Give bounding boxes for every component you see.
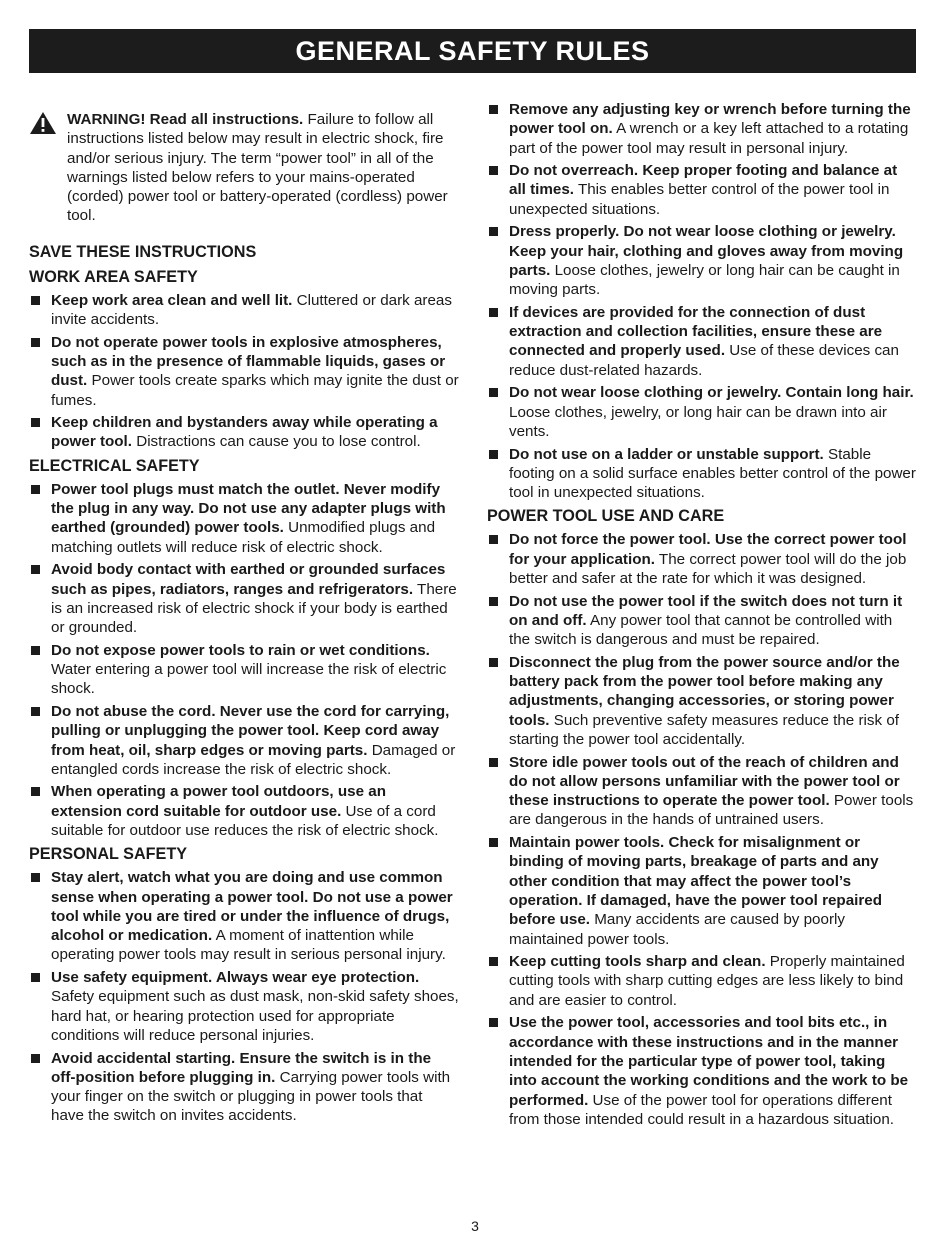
right-column: [487, 100, 917, 1132]
bullet-icon: [489, 758, 498, 767]
work-area-section: [29, 267, 459, 452]
item-text: The correct power tool will do the job better and safer at the rate for which it was designed.: [509, 550, 907, 588]
list-item: [487, 445, 917, 503]
item-text: Many accidents are caused by poorly maintained power tools.: [509, 911, 845, 948]
list-item: [29, 968, 459, 1045]
list-item: [29, 291, 459, 330]
item-text: Distractions can cause you to lose control.: [132, 433, 421, 451]
list-item: [487, 833, 917, 949]
personal-section: [29, 844, 459, 1125]
list-item: [487, 383, 917, 441]
item-bold: Avoid accidental starting. Ensure the switch is in the off-position before plugging in.: [51, 1049, 432, 1086]
item-bold: Do not use the power tool if the switch does not turn it on and off.: [509, 592, 903, 629]
left-column: [29, 100, 459, 1129]
item-text: Use of the power tool for operations different from those intended could result in a hazardous situation.: [509, 1091, 894, 1128]
item-text: Cluttered or dark areas invite accidents.: [51, 291, 452, 329]
item-bold: Remove any adjusting key or wrench before turning the power tool on.: [509, 101, 911, 138]
item-bold: Do not wear loose clothing or jewelry. Contain long hair.: [509, 384, 914, 402]
warning-bold: WARNING! Read all instructions.: [67, 111, 304, 128]
item-bold: Do not overreach. Keep proper footing and balance at all times.: [509, 162, 898, 199]
list-item: [29, 333, 459, 410]
page-number: 3: [471, 1218, 479, 1234]
bullet-icon: [31, 973, 40, 982]
bullet-icon: [489, 838, 498, 847]
item-text: Such preventive safety measures reduce the risk of starting the power tool accidentally.: [509, 711, 899, 748]
bullet-icon: [31, 418, 40, 427]
item-bold: Use the power tool, accessories and tool bits etc., in accordance with these instructions and in the manner intended for the particular type of power tool, taking into account the working conditions and the work to be performed.: [509, 1014, 909, 1109]
section-heading: PERSONAL SAFETY: [29, 845, 188, 864]
item-bold: Do not expose power tools to rain or wet conditions.: [51, 641, 430, 659]
item-text: Carrying power tools with your finger on the switch or plugging in power tools that have the switch on invites accidents.: [51, 1068, 451, 1125]
bullet-icon: [489, 227, 498, 236]
item-bold: Dress properly. Do not wear loose clothing or jewelry. Keep your hair, clothing and gloves away from moving parts.: [509, 223, 904, 279]
electrical-section: [29, 456, 459, 841]
item-text: Loose clothes, jewelry or long hair can be caught in moving parts.: [509, 261, 900, 299]
list-item: [487, 100, 917, 158]
item-text: Safety equipment such as dust mask, non-skid safety shoes, hard hat, or hearing protection used for appropriate conditions will reduce personal injuries.: [51, 988, 459, 1044]
item-text: Power tools are dangerous in the hands of untrained users.: [509, 792, 914, 829]
bullet-icon: [489, 308, 498, 317]
list-item: [487, 753, 917, 830]
item-bold: Disconnect the plug from the power source and/or the battery pack from the power tool before making any adjustments, changing accessories, or storing power tools.: [509, 653, 900, 729]
bullet-icon: [489, 535, 498, 544]
bullet-icon: [31, 1054, 40, 1063]
list-item: [487, 303, 917, 380]
item-bold: If devices are provided for the connection of dust extraction and collection facilities, ensure these are connected and properly used.: [509, 303, 883, 360]
item-text: Properly maintained cutting tools with sharp cutting edges are less likely to bind and are easier to control.: [509, 953, 905, 1009]
item-bold: Do not use on a ladder or unstable support.: [509, 445, 824, 463]
item-text: Any power tool that cannot be controlled with the switch is dangerous and must be repaired.: [509, 611, 893, 649]
bullet-icon: [489, 450, 498, 459]
warning-triangle-icon: [29, 111, 57, 135]
list-item: [29, 702, 459, 779]
item-text: Power tools create sparks which may ignite the dust or fumes.: [51, 372, 459, 409]
bullet-icon: [31, 787, 40, 796]
bullet-icon: [489, 658, 498, 667]
list-item: [29, 413, 459, 452]
list-item: [29, 1049, 459, 1126]
item-text: There is an increased risk of electric shock if your body is earthed or grounded.: [51, 580, 457, 637]
list-item: [487, 530, 917, 588]
section-heading: WORK AREA SAFETY: [29, 267, 198, 286]
list-item: [487, 592, 917, 650]
item-text: Water entering a power tool will increase the risk of electric shock.: [51, 661, 447, 698]
list-item: [487, 161, 917, 219]
list-item: [29, 641, 459, 699]
bullet-icon: [31, 565, 40, 574]
item-bold: Keep work area clean and well lit.: [51, 291, 293, 309]
item-text: Unmodified plugs and matching outlets will reduce risk of electric shock.: [51, 519, 436, 556]
bullet-icon: [31, 873, 40, 882]
section-heading: ELECTRICAL SAFETY: [29, 456, 200, 475]
save-instructions-heading: SAVE THESE INSTRUCTIONS: [29, 242, 257, 261]
item-text: This enables better control of the power tool in unexpected situations.: [509, 181, 890, 218]
list-item: [487, 222, 917, 299]
bullet-icon: [31, 646, 40, 655]
item-bold: Use safety equipment. Always wear eye protection.: [51, 969, 420, 987]
item-text: Stable footing on a solid surface enables better control of the power tool in unexpected situations.: [509, 445, 916, 502]
bullet-icon: [489, 166, 498, 175]
bullet-icon: [489, 388, 498, 397]
bullet-icon: [489, 597, 498, 606]
list-item: [487, 1013, 917, 1129]
item-bold: Keep cutting tools sharp and clean.: [509, 953, 766, 971]
warning-text: Failure to follow all instructions listed below may result in electric shock, fire and/or serious injury. The term “power tool” in all of the warnings listed below refers to your mains-operated (corded) power tool or battery-operated (cordless) power tool.: [67, 111, 448, 225]
item-text: Damaged or entangled cords increase the risk of electric shock.: [51, 741, 456, 778]
list-item: [487, 952, 917, 1010]
item-bold: When operating a power tool outdoors, use an extension cord suitable for outdoor use.: [51, 783, 386, 820]
item-bold: Stay alert, watch what you are doing and use common sense when operating a power tool. Do not use a power tool while you are tired or under the influence of drugs, alcohol or medication.: [51, 869, 453, 945]
item-text: Use of a cord suitable for outdoor use reduces the risk of electric shock.: [51, 802, 439, 839]
bullet-icon: [31, 296, 40, 305]
bullet-icon: [31, 485, 40, 494]
tool-use-section: [487, 506, 917, 1129]
page-title: GENERAL SAFETY RULES: [29, 29, 916, 73]
bullet-icon: [31, 338, 40, 347]
list-item: [29, 560, 459, 637]
warning-block: [29, 110, 459, 226]
item-text: A moment of inattention while operating power tools may result in serious personal injury.: [51, 927, 446, 964]
list-item: [29, 868, 459, 964]
item-bold: Do not abuse the cord. Never use the cord for carrying, pulling or unplugging the power tool. Keep cord away from heat, oil, sharp edges or moving parts.: [51, 702, 450, 759]
item-bold: Maintain power tools. Check for misalignment or binding of moving parts, breakage of parts and any other condition that may affect the power tool’s operation. If damaged, have the power tool repaired before use.: [509, 834, 883, 929]
item-bold: Do not force the power tool. Use the correct power tool for your application.: [509, 531, 907, 568]
bullet-icon: [31, 707, 40, 716]
list-item: [29, 480, 459, 557]
item-bold: Do not operate power tools in explosive atmospheres, such as in the presence of flammable liquids, gases or dust.: [51, 333, 446, 390]
item-text: Loose clothes, jewelry, or long hair can be drawn into air vents.: [509, 403, 887, 440]
bullet-icon: [489, 957, 498, 966]
item-text: Use of these devices can reduce dust-related hazards.: [509, 342, 899, 379]
item-bold: Store idle power tools out of the reach of children and do not allow persons unfamiliar with the power tool or these instructions to operate the power tool.: [509, 753, 900, 810]
personal-safety-continued: [487, 100, 917, 502]
list-item: [29, 782, 459, 840]
section-heading: POWER TOOL USE AND CARE: [487, 507, 725, 526]
item-bold: Keep children and bystanders away while operating a power tool.: [51, 414, 438, 451]
item-bold: Power tool plugs must match the outlet. Never modify the plug in any way. Do not use any adapter plugs with earthed (grounded) power tools.: [51, 480, 446, 537]
item-text: A wrench or a key left attached to a rotating part of the power tool may result in personal injury.: [509, 120, 909, 157]
list-item: [487, 653, 917, 749]
item-bold: Avoid body contact with earthed or grounded surfaces such as pipes, radiators, ranges and refrigerators.: [51, 561, 446, 598]
bullet-icon: [489, 105, 498, 114]
bullet-icon: [489, 1018, 498, 1027]
